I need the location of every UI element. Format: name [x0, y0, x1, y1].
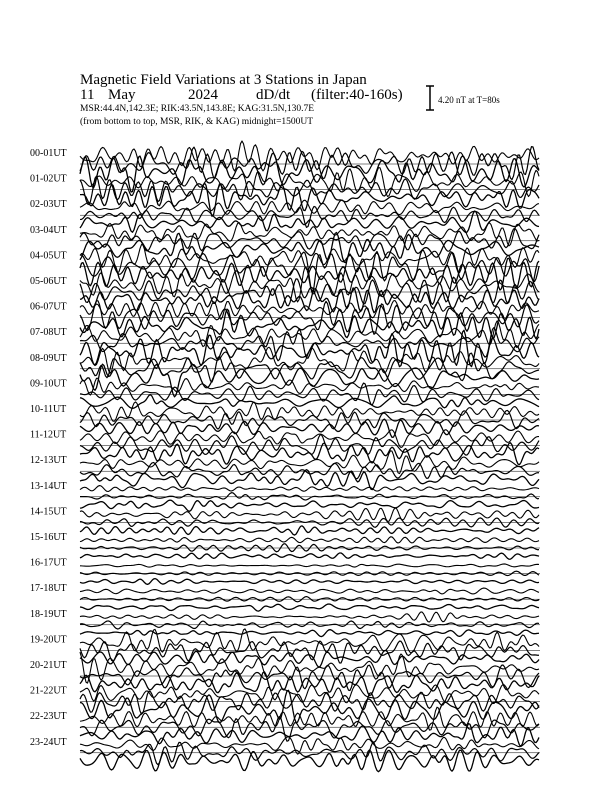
hour-label: 09-10UT	[30, 378, 67, 390]
quantity-label: dD/dt	[256, 87, 291, 103]
scale-bar	[426, 86, 434, 110]
trace-msr	[80, 470, 539, 490]
trace-rik	[80, 493, 539, 500]
hour-label: 03-04UT	[30, 224, 67, 236]
trace-msr	[80, 553, 539, 559]
hour-label: 02-03UT	[30, 199, 67, 211]
hour-label: 04-05UT	[30, 250, 67, 262]
trace-rik	[80, 544, 539, 552]
date-month: May	[108, 87, 136, 103]
trace-rik	[80, 435, 539, 455]
hour-label: 23-24UT	[30, 736, 67, 748]
trace-kag	[80, 486, 539, 492]
hour-label: 14-15UT	[30, 506, 67, 518]
trace-rik	[80, 717, 539, 742]
trace-order-note: (from bottom to top, MSR, RIK, & KAG) midnight=1500UT	[80, 117, 314, 127]
trace-kag	[80, 612, 539, 622]
date-day: 11	[80, 87, 95, 103]
chart-title: Magnetic Field Variations at 3 Stations in Japan	[80, 72, 367, 88]
trace-msr	[80, 604, 539, 611]
trace-msr	[80, 419, 539, 437]
trace-msr	[80, 630, 539, 637]
trace-msr	[80, 750, 539, 772]
date-year: 2024	[188, 87, 218, 103]
hour-label: 20-21UT	[30, 660, 67, 671]
trace-kag	[80, 508, 539, 521]
hour-label: 05-06UT	[30, 276, 67, 287]
trace-kag	[80, 685, 539, 704]
trace-kag	[80, 564, 539, 567]
hour-label: 16-17UT	[30, 557, 67, 569]
hour-label: 18-19UT	[30, 608, 67, 620]
hour-label: 12-13UT	[30, 455, 67, 467]
hour-label: 10-11UT	[30, 404, 67, 415]
trace-rik	[80, 328, 539, 361]
trace-msr	[80, 526, 539, 535]
trace-msr	[80, 500, 539, 511]
hour-label: 06-07UT	[30, 301, 67, 313]
trace-msr	[80, 395, 539, 409]
traces	[80, 141, 539, 772]
trace-msr	[80, 232, 539, 262]
hour-label: 22-23UT	[30, 711, 67, 723]
trace-msr	[80, 579, 539, 585]
filter-label: (filter:40-160s)	[311, 87, 403, 103]
hour-label: 19-20UT	[30, 634, 67, 646]
trace-kag	[80, 537, 539, 543]
trace-rik	[80, 641, 539, 663]
hour-label: 01-02UT	[30, 173, 67, 185]
hour-labels	[30, 148, 67, 748]
hour-label: 07-08UT	[30, 327, 67, 339]
trace-kag	[80, 347, 539, 373]
hour-label: 11-12UT	[30, 429, 67, 441]
trace-kag	[80, 588, 539, 594]
hour-label: 13-14UT	[30, 480, 67, 492]
hour-label: 00-01UT	[30, 148, 67, 159]
scale-bar-label: 4.20 nT at T=80s	[438, 95, 500, 105]
hour-label: 17-18UT	[30, 583, 67, 595]
hour-label: 08-09UT	[30, 352, 67, 364]
station-coordinates: MSR:44.4N,142.3E; RIK:43.5N,143.8E; KAG:31.5N,130.7E	[80, 104, 315, 114]
hour-label: 15-16UT	[30, 532, 67, 543]
hour-label: 21-22UT	[30, 685, 67, 697]
